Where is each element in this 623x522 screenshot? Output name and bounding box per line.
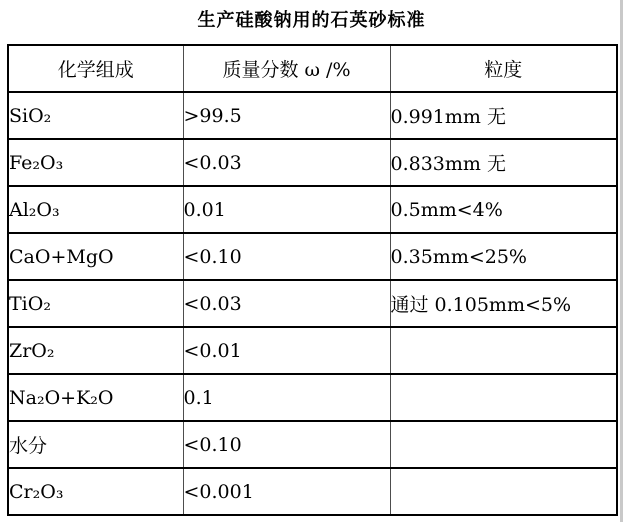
- table-row: [8, 468, 617, 515]
- cell-component: TiO₂: [9, 292, 51, 315]
- page-title: 生产硅酸钠用的石英砂标准: [197, 10, 426, 31]
- header-granularity: 粒度: [390, 45, 617, 92]
- cell-fraction: <0.001: [183, 468, 390, 515]
- cell-component: CaO+MgO: [9, 245, 114, 268]
- cell-granularity: 0.833mm 无: [390, 139, 617, 186]
- cell-granularity: [390, 374, 617, 421]
- cell-component: Fe₂O₃: [9, 151, 64, 174]
- cell-granularity: [390, 421, 617, 468]
- cell-fraction: <0.01: [183, 327, 390, 374]
- cell-fraction: >99.5: [183, 92, 390, 139]
- cell-fraction: <0.03: [183, 139, 390, 186]
- cell-granularity: [390, 468, 617, 515]
- cell-component: ZrO₂: [9, 339, 55, 362]
- cell-granularity: 0.991mm 无: [390, 92, 617, 139]
- cell-component: Al₂O₃: [9, 198, 60, 221]
- cell-fraction: 0.01: [183, 186, 390, 233]
- table-header-row: [8, 45, 617, 92]
- header-mass-fraction: 质量分数 ω /%: [183, 45, 390, 92]
- table-row: [8, 421, 617, 468]
- table-row: [8, 327, 617, 374]
- table-row: [8, 233, 617, 280]
- cell-fraction: <0.10: [183, 421, 390, 468]
- cell-granularity: 0.5mm<4%: [390, 186, 617, 233]
- table-row: [8, 374, 617, 421]
- cell-granularity: 通过 0.105mm<5%: [390, 280, 617, 327]
- quartz-sand-standard-table: [7, 44, 618, 516]
- table-row: [8, 186, 617, 233]
- cell-component: Cr₂O₃: [9, 480, 64, 503]
- table-row: [8, 92, 617, 139]
- cell-fraction: <0.10: [183, 233, 390, 280]
- table-row: [8, 139, 617, 186]
- cell-fraction: <0.03: [183, 280, 390, 327]
- cell-granularity: 0.35mm<25%: [390, 233, 617, 280]
- cell-fraction: 0.1: [183, 374, 390, 421]
- header-component: 化学组成: [57, 59, 134, 81]
- cell-granularity: [390, 327, 617, 374]
- cell-component: 水分: [9, 435, 48, 457]
- cell-component: Na₂O+K₂O: [9, 386, 114, 409]
- cell-component: SiO₂: [9, 104, 52, 127]
- table-row: [8, 280, 617, 327]
